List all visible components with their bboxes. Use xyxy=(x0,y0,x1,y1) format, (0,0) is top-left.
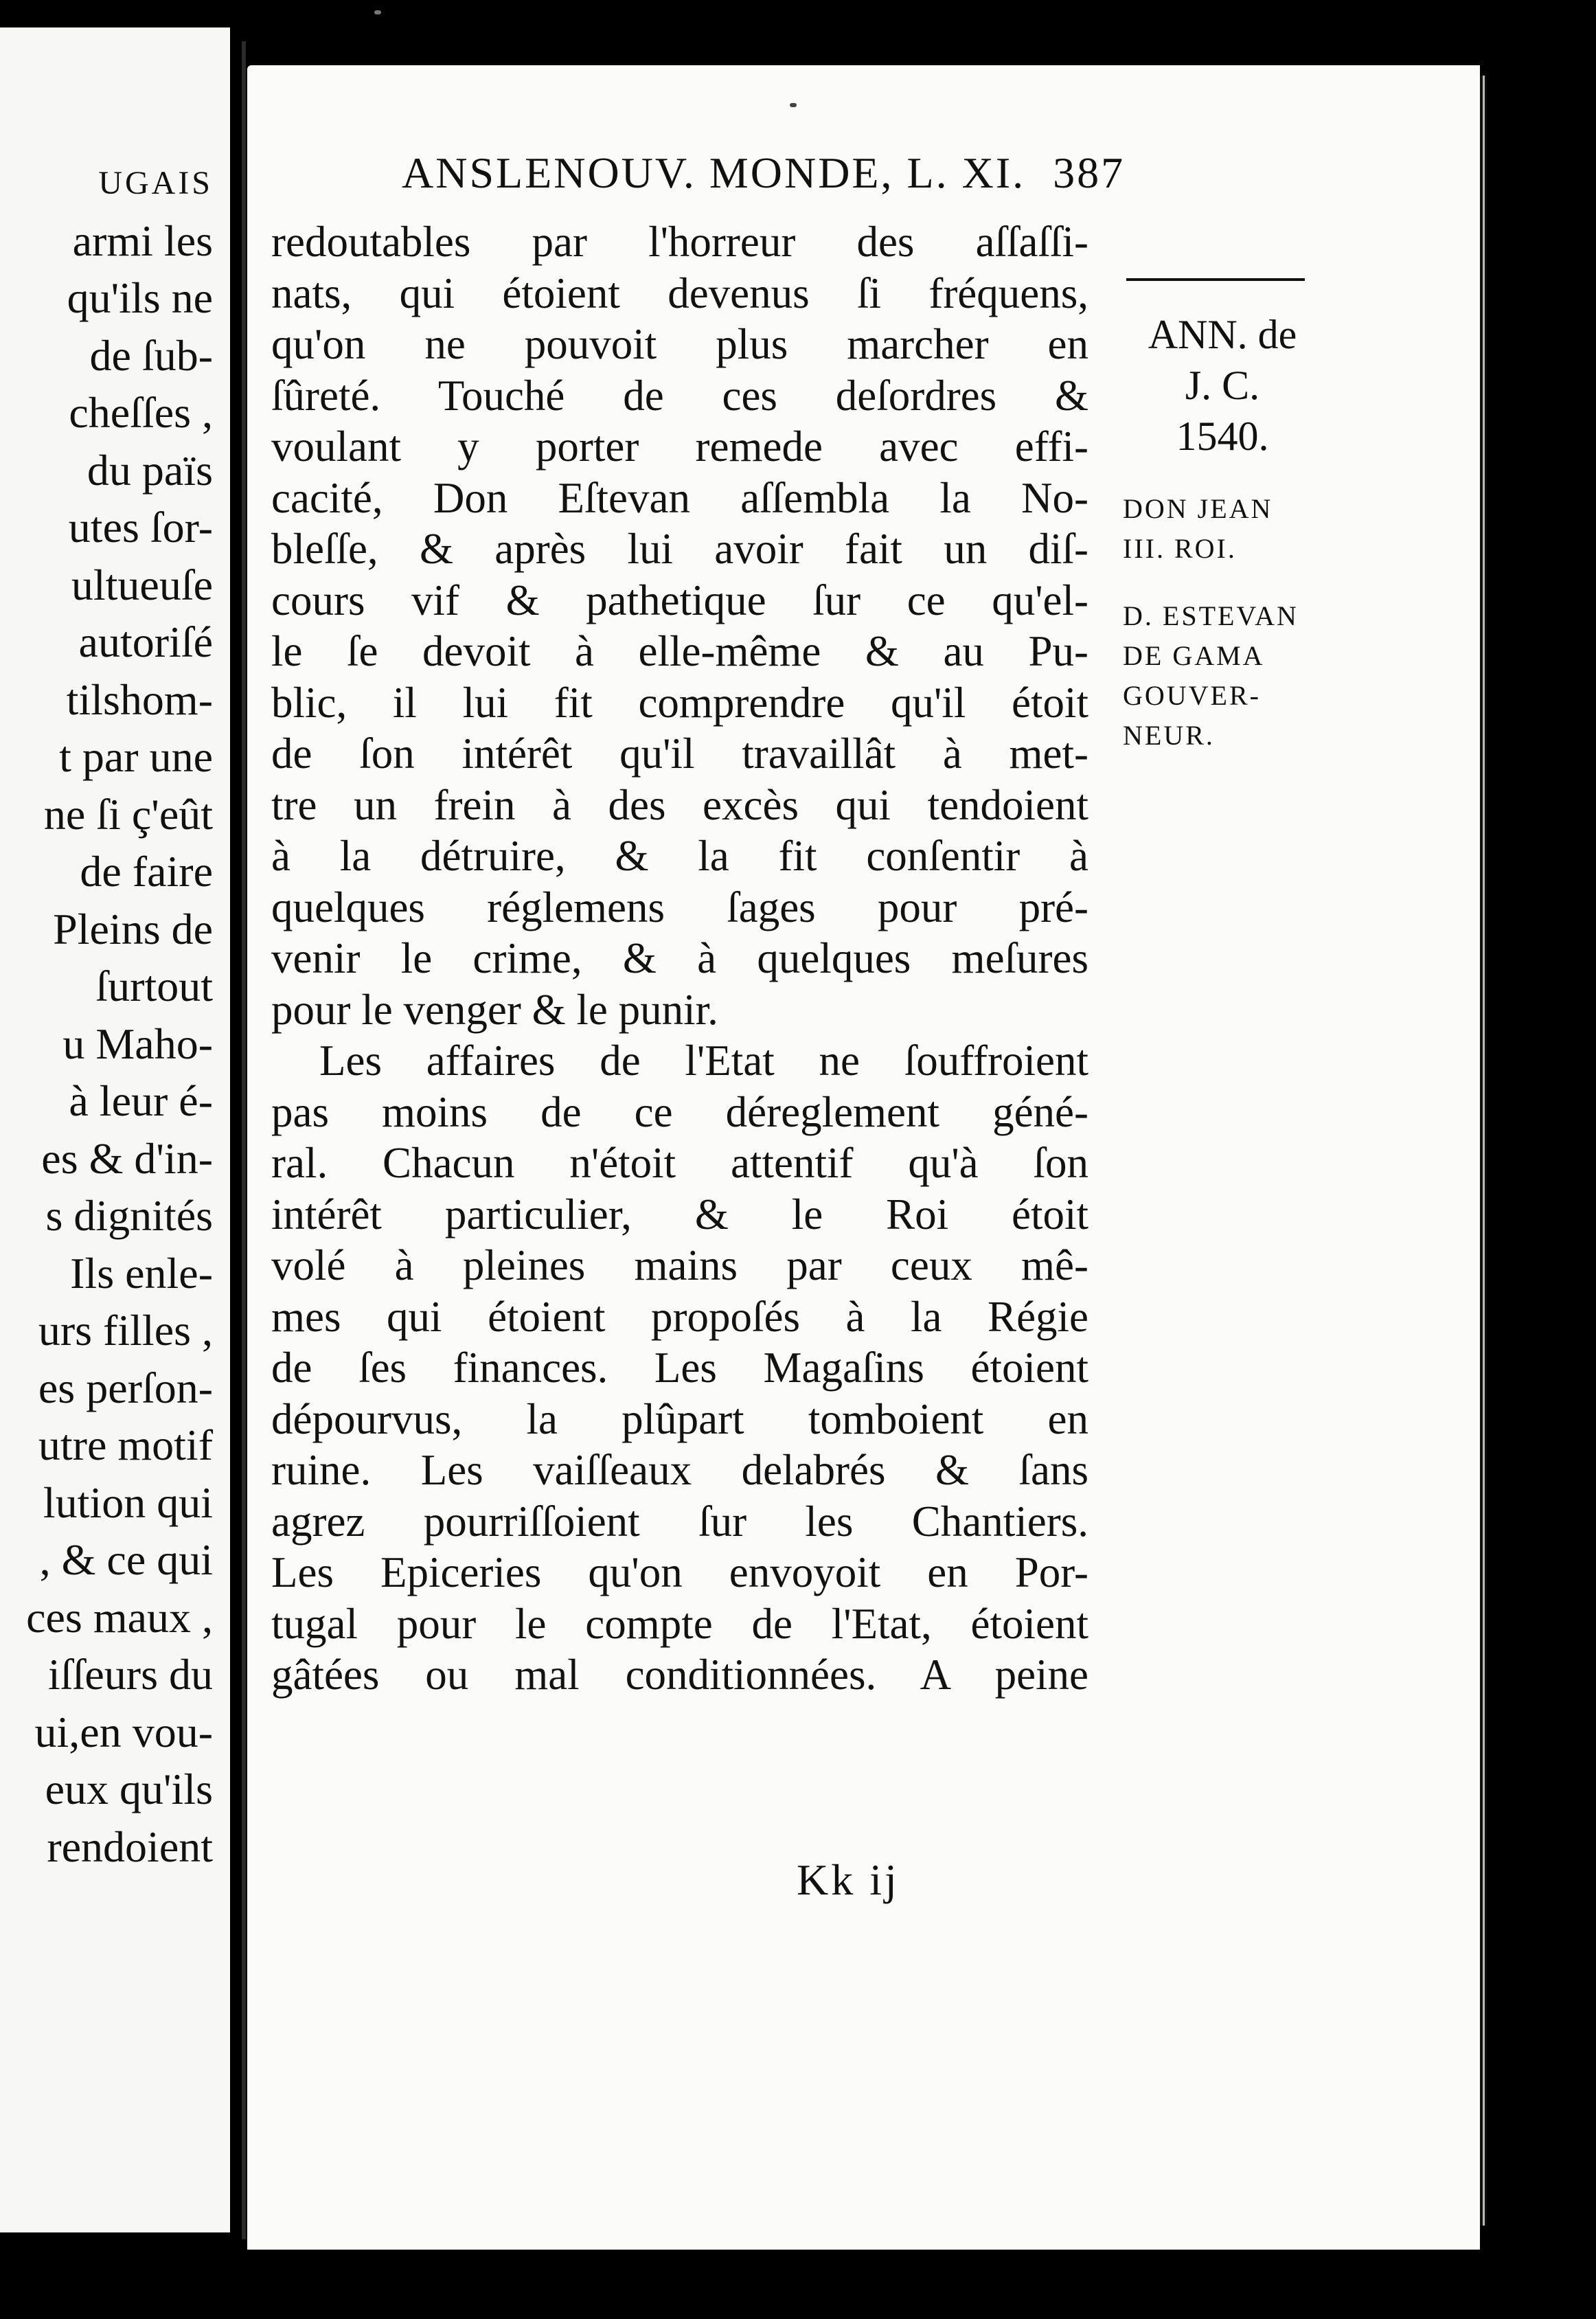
body-line: intérêt particulier, & le Roi étoit xyxy=(271,1190,1088,1238)
running-head xyxy=(402,148,1125,199)
left-line: es perſon- xyxy=(38,1363,213,1412)
body-line: cours vif & pathetique ſur ce qu'el- xyxy=(271,576,1088,624)
left-line: Pleins de xyxy=(53,904,213,953)
left-line: cheſſes , xyxy=(69,388,213,437)
scan-speck xyxy=(374,10,381,14)
body-line: tre un frein à des excès qui tendoient xyxy=(271,780,1088,829)
body-line: Les Epiceries qu'on envoyoit en Por- xyxy=(271,1548,1088,1596)
margin-note-governor: DE GAMA xyxy=(1123,640,1265,671)
body-line: gâtées ou mal conditionnées. A peine xyxy=(271,1651,1088,1699)
left-line: qu'ils ne xyxy=(67,273,213,322)
body-line: cacité, Don Eſtevan aſſembla la No- xyxy=(271,473,1088,522)
running-head-title: ANSLENOUV. MONDE, L. XI. xyxy=(402,148,1026,197)
left-line: urs filles , xyxy=(38,1306,213,1355)
body-line: nats, qui étoient devenus ſi fréquens, xyxy=(271,269,1088,317)
margin-year-value: 1540. xyxy=(1176,414,1269,459)
left-line: s dignités xyxy=(45,1191,213,1240)
left-line: t par une xyxy=(59,732,213,781)
left-line: utes ſor- xyxy=(68,503,213,552)
body-line: à la détruire, & la fit conſentir à xyxy=(271,832,1088,880)
left-line: eux qu'ils xyxy=(45,1765,213,1813)
margin-note-governor: NEUR. xyxy=(1123,720,1215,751)
margin-year-label: J. C. xyxy=(1185,363,1260,408)
body-line: Les affaires de l'Etat ne ſouffroient xyxy=(319,1037,1088,1085)
margin-spacer xyxy=(1113,462,1332,489)
margin-note-governor: GOUVER- xyxy=(1123,680,1261,711)
left-line: ces maux , xyxy=(26,1592,213,1642)
body-line: de ſon intérêt qu'il travaillât à met- xyxy=(271,729,1088,778)
left-line: ultueuſe xyxy=(71,560,213,609)
body-line: voulant y porter remede avec effi- xyxy=(271,422,1088,471)
spine-shadow xyxy=(242,41,246,2239)
left-line: tilshom- xyxy=(66,675,213,724)
signature-mark: Kk ij xyxy=(797,1855,900,1904)
body-text xyxy=(271,216,1088,1701)
left-line: armi les xyxy=(72,216,213,265)
left-line: utre motif xyxy=(38,1421,213,1469)
body-line: qu'on ne pouvoit plus marcher en xyxy=(271,320,1088,368)
left-line: , & ce qui xyxy=(39,1535,213,1584)
body-line: volé à pleines mains par ceux mê- xyxy=(271,1241,1088,1289)
body-line: bleſſe, & après lui avoir fait un diſ- xyxy=(271,525,1088,573)
left-line: de ſub- xyxy=(89,330,213,380)
left-line: Ils enle- xyxy=(70,1248,213,1298)
body-line: dépourvus, la plûpart tomboient en xyxy=(271,1394,1088,1443)
left-line: ui,en vou- xyxy=(34,1707,213,1756)
body-line: le ſe devoit à elle-même & au Pu- xyxy=(271,627,1088,675)
body-line: ruine. Les vaiſſeaux delabrés & ſans xyxy=(271,1446,1088,1494)
body-line: mes qui étoient propoſés à la Régie xyxy=(271,1292,1088,1341)
left-page-text xyxy=(0,155,213,1875)
left-line: ne ſi ç'eût xyxy=(43,789,213,839)
body-line: venir le crime, & à quelques meſures xyxy=(271,934,1088,982)
margin-rule xyxy=(1126,278,1305,281)
left-line: es & d'in- xyxy=(41,1133,213,1183)
body-line: redoutables par l'horreur des aſſaſſi- xyxy=(271,218,1088,266)
margin-note-king: III. ROI. xyxy=(1123,533,1237,564)
margin-notes xyxy=(1113,309,1332,756)
body-line: de ſes finances. Les Magaſins étoient xyxy=(271,1344,1088,1392)
left-line: u Maho- xyxy=(62,1019,213,1068)
left-line: à leur é- xyxy=(69,1076,213,1125)
body-line: agrez pourriſſoient ſur les Chantiers. xyxy=(271,1497,1088,1546)
body-line: ral. Chacun n'étoit attentif qu'à ſon xyxy=(271,1139,1088,1187)
margin-year-label: ANN. de xyxy=(1148,312,1297,357)
left-running-head: UGAIS xyxy=(98,165,213,201)
margin-note-king: DON JEAN xyxy=(1123,493,1273,524)
body-line: pour le venger & le punir. xyxy=(271,985,718,1034)
left-line: de faire xyxy=(80,847,213,896)
left-line: du païs xyxy=(87,445,213,495)
scan-speck xyxy=(790,103,797,107)
margin-spacer xyxy=(1113,569,1332,596)
body-line: quelques réglemens ſages pour pré- xyxy=(271,883,1088,931)
left-line: lution qui xyxy=(43,1478,213,1527)
page-number: 387 xyxy=(1053,148,1126,197)
left-line: iſſeurs du xyxy=(48,1650,213,1699)
margin-note-governor: D. ESTEVAN xyxy=(1123,600,1299,631)
left-line: rendoient xyxy=(47,1822,213,1871)
left-page-fragment xyxy=(0,27,230,2232)
body-line: pas moins de ce déreglement géné- xyxy=(271,1087,1088,1136)
body-line: tugal pour le compte de l'Etat, étoient xyxy=(271,1599,1088,1648)
body-line: blic, il lui fit comprendre qu'il étoit xyxy=(271,678,1088,727)
body-line: ſûreté. Touché de ces deſordres & xyxy=(271,371,1088,420)
left-line: ſurtout xyxy=(95,962,213,1010)
left-line: autoriſé xyxy=(78,618,213,666)
